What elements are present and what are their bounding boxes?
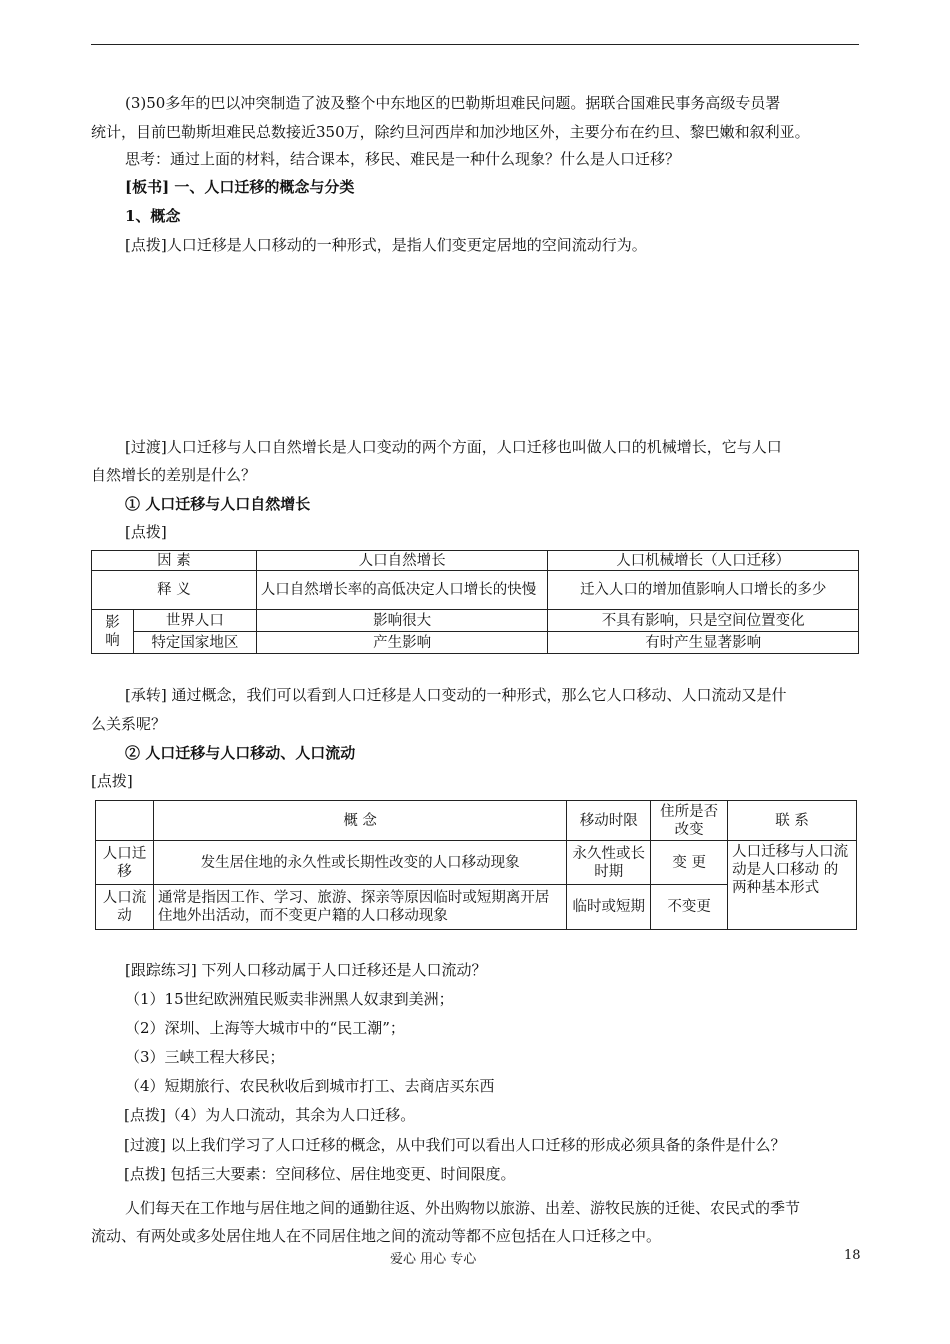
practice-item-4: （4）短期旅行、农民秋收后到城市打工、去商店买东西 [125,1077,495,1095]
table1-meaning-natural: 人口自然增长率的高低决定人口增长的快慢 [256,571,548,610]
practice-item-2: （2）深圳、上海等大城市中的“民工潮”； [125,1019,405,1037]
table-natural-vs-migration [91,550,859,654]
table2-header-residence: 住所是否改变 [651,801,728,841]
transition-2: [过渡] 以上我们学习了人口迁移的概念，从中我们可以看出人口迁移的形成必须具备的条件是什么？ [124,1136,786,1154]
table1-specific: 特定国家地区 [133,632,256,654]
table2-row1-label: 人口迁移 [96,841,154,885]
table2-link: 人口迁移与人口流动是人口移动 的两种基本形式 [728,841,857,930]
table2-row1-concept: 发生居住地的永久性或长期性改变的人口移动现象 [153,841,566,885]
last-para-line1: 人们每天在工作地与居住地之间的通勤往返、外出购物以旅游、出差、游牧民族的迁徙、农民式的季节 [125,1199,801,1217]
table2-row2-time: 临时或短期 [567,885,651,930]
subheading-2: ② 人口迁移与人口移动、人口流动 [125,744,356,762]
concept-heading: 1、概念 [125,207,181,225]
table2-row2-residence: 不变更 [651,885,728,930]
table1-header-natural: 人口自然增长 [256,551,548,571]
table2-header-link: 联 系 [728,801,857,841]
cheng-line1: [承转] 通过概念，我们可以看到人口迁移是人口变动的一种形式，那么它人口移动、人口流动又是什 [125,686,787,704]
practice-item-1: （1）15世纪欧洲殖民贩卖非洲黑人奴隶到美洲； [125,990,454,1008]
practice-heading: [跟踪练习] 下列人口移动属于人口迁移还是人口流动？ [125,961,487,979]
table1-influence-char1: 影 [105,614,120,631]
table2-row1-time: 永久性或长时期 [567,841,651,885]
page-number: 18 [844,1248,861,1263]
table2-header-time: 移动时限 [567,801,651,841]
table2-header-concept: 概 念 [153,801,566,841]
table-migration-vs-flow [95,800,857,930]
table2-row2-concept: 通常是指因工作、学习、旅游、探亲等原因临时或短期离开居住地外出活动，而不变更户籍的人口移动现象 [153,885,566,930]
board-heading: [板书] 一、人口迁移的概念与分类 [125,178,355,196]
subheading-1: ① 人口迁移与人口自然增长 [125,495,311,513]
table1-header-mech: 人口机械增长（人口迁移） [548,551,859,571]
table2-row1-residence: 变 更 [651,841,728,885]
transition-line1: [过渡]人口迁移与人口自然增长是人口变动的两个方面，人口迁移也叫做人口的机械增长，它与人口 [125,438,782,456]
hint-label-1: [点拨] [125,523,167,541]
table1-meaning-mech: 迁入人口的增加值影响人口增长的多少 [548,571,859,610]
cheng-line2: 么关系呢？ [91,715,167,733]
table1-influence-char2: 响 [105,632,120,649]
table1-world-mech: 不具有影响，只是空间位置变化 [548,610,859,632]
think-question: 思考：通过上面的材料，结合课本，移民、难民是一种什么现象？什么是人口迁移？ [125,150,681,168]
hint-answer: [点拨]（4）为人口流动，其余为人口迁移。 [124,1106,416,1124]
transition-line2: 自然增长的差别是什么？ [91,466,257,484]
practice-item-3: （3）三峡工程大移民； [125,1048,285,1066]
table1-meaning-label: 释 义 [92,571,257,610]
table2-header-blank [96,801,154,841]
footer-motto: 爱心 用心 专心 [390,1252,477,1267]
last-para-line2: 流动、有两处或多处居住地人在不同居住地之间的流动等都不应包括在人口迁移之中。 [91,1227,662,1245]
para-3-line1: (3)50多年的巴以冲突制造了波及整个中东地区的巴勒斯坦难民问题。据联合国难民事务高级专员署 [125,94,781,112]
hint-elements: [点拨] 包括三大要素：空间移位、居住地变更、时间限度。 [124,1165,516,1183]
table1-world-natural: 影响很大 [256,610,548,632]
table1-influence-label [92,610,134,654]
table1-specific-mech: 有时产生显著影响 [548,632,859,654]
header-rule [91,44,859,45]
table1-header-factor: 因 素 [92,551,257,571]
table2-row2-label: 人口流动 [96,885,154,930]
hint-concept: [点拨]人口迁移是人口移动的一种形式，是指人们变更定居地的空间流动行为。 [125,236,647,254]
para-3-line2: 统计，目前巴勒斯坦难民总数接近350万，除约旦河西岸和加沙地区外，主要分布在约旦、黎巴嫩和叙利亚。 [91,123,810,141]
table1-specific-natural: 产生影响 [256,632,548,654]
hint-label-2: [点拨] [91,772,133,790]
table1-world: 世界人口 [133,610,256,632]
